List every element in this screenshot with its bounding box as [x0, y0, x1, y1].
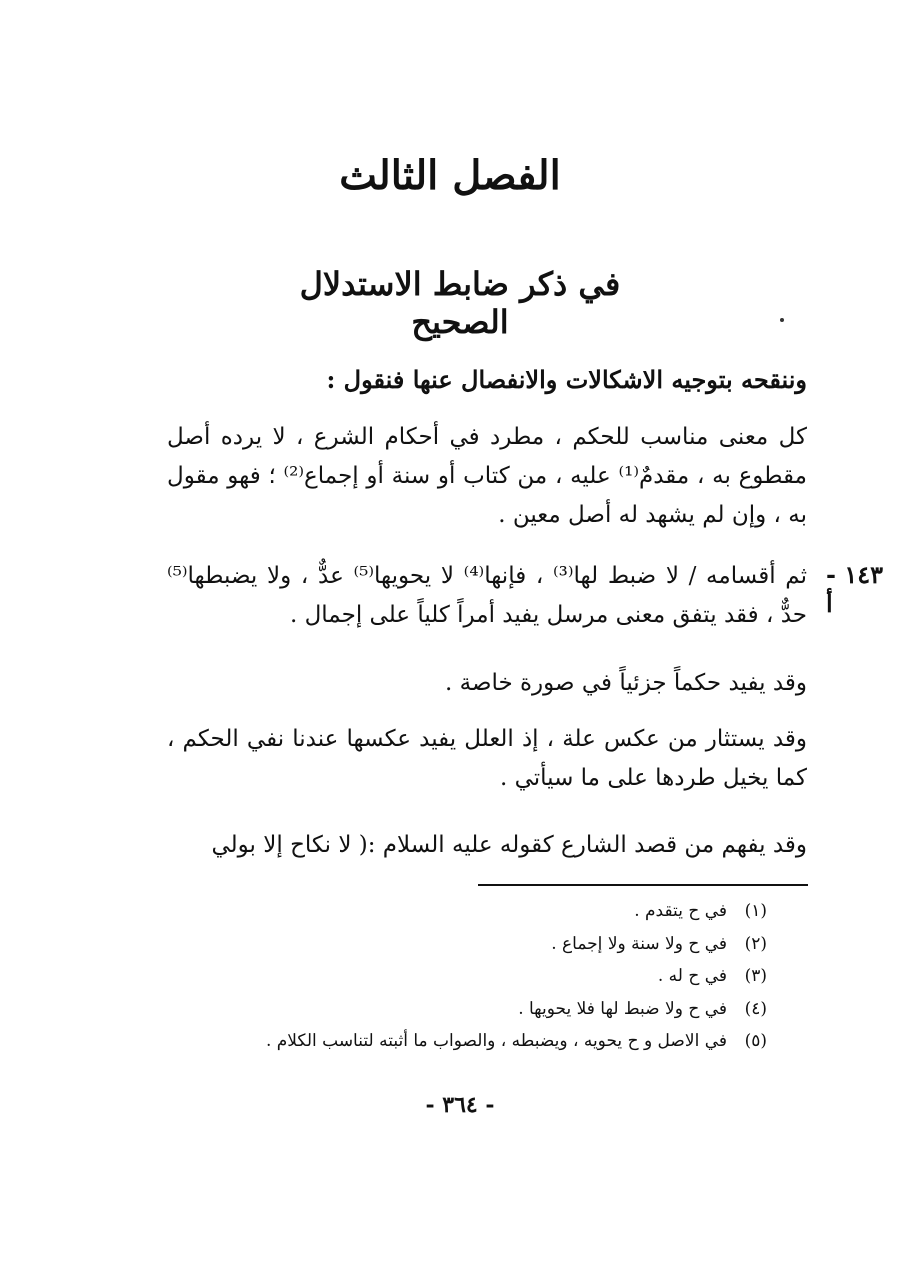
footnote-text: في الاصل و ح يحويه ، ويضبطه ، والصواب ما أثبته لتناسب الكلام .	[265, 1031, 727, 1051]
footnote-item	[167, 960, 767, 993]
paragraph-4: وقد يستثار من عكس علة ، إذ العلل يفيد عكسها عندنا نفي الحكم ، كما يخيل طردها على ما سيأتي .	[167, 726, 807, 791]
paragraph-1: كل معنى مناسب للحكم ، مطرد في أحكام الشرع ، لا يرده أصل مقطوع به ، مقدمٌ⁽¹⁾ عليه ، من كتاب أو سنة أو إجماع⁽²⁾ ؛ فهو مقول به ، وإن لم يشهد له أصل معين .	[167, 424, 808, 528]
chapter-subtitle: في ذكر ضابط الاستدلال الصحيح	[299, 265, 621, 341]
lead-paragraph: وننقحه بتوجيه الاشكالات والانفصال عنها فنقول :	[326, 365, 807, 394]
footnote-number: (٢)	[744, 933, 767, 954]
footnote-number: (٤)	[744, 998, 767, 1019]
ink-dot	[780, 318, 784, 322]
footnote-item	[167, 993, 767, 1026]
footnote-number: (١)	[744, 901, 767, 921]
paragraph-5: وقد يفهم من قصد الشارع كقوله عليه السلام :( لا نكاح إلا بولي	[211, 832, 807, 858]
footnote-text: في ح ولا سنة ولا إجماع .	[551, 933, 727, 954]
footnote-item	[167, 928, 767, 961]
chapter-title: الفصل الثالث	[339, 152, 561, 199]
footnote-text: في ح ولا ضبط لها فلا يحويها .	[518, 998, 727, 1019]
paragraph-3: وقد يفيد حكماً جزئياً في صورة خاصة .	[444, 670, 807, 696]
footnote-text: في ح يتقدم .	[634, 901, 727, 921]
page-number: - ٣٦٤ -	[425, 1092, 495, 1118]
footnote-divider	[478, 884, 808, 886]
footnote-item	[167, 895, 767, 928]
footnote-number: (٥)	[744, 1031, 767, 1051]
paragraph-2: ثم أقسامه / لا ضبط لها⁽³⁾ ، فإنها⁽⁴⁾ لا يحويها⁽⁵⁾ عدٌّ ، ولا يضبطها⁽⁵⁾ حدٌّ ، فقد يتفق معنى مرسل يفيد أمراً كلياً على إجمال .	[167, 563, 808, 628]
footnote-text: في ح له .	[657, 966, 727, 986]
footnotes-list	[167, 895, 767, 1058]
margin-folio-note: ١٤٣ - أ	[826, 560, 883, 618]
footnote-item	[167, 1025, 767, 1058]
footnote-number: (٣)	[744, 966, 767, 986]
